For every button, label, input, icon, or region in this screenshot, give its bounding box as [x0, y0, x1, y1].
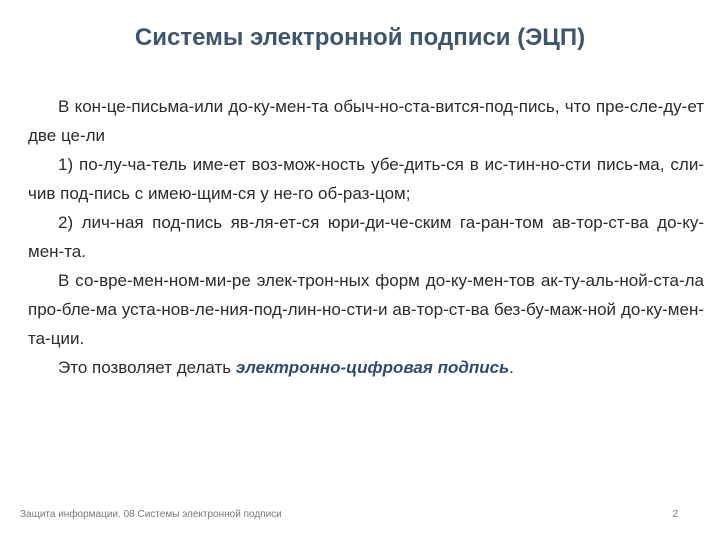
conclusion-emphasis: электронно-цифровая подпись [235, 358, 510, 377]
slide-title: Системы электронной подписи (ЭЦП) [134, 24, 586, 51]
paragraph-point-1: 1) по-лу-ча-тель име-ет воз-мож-ность убе-дить-ся в ис-тин-но-сти пись-ма, сли-чив под-пись с имею-щим-ся у не-го об-раз-цом; [28, 155, 704, 203]
paragraph-point-2: 2) лич-ная под-пись яв-ля-ет-ся юри-ди-че-ским га-ран-том ав-тор-ст-ва до-ку-мен-та. [28, 213, 704, 261]
page-number: 2 [672, 509, 678, 520]
footer-caption: Защита информации. 08 Системы электронной подписи [20, 509, 282, 520]
paragraph-modern: В со-вре-мен-ном-ми-ре элек-трон-ных форм до-ку-мен-тов ак-ту-аль-ной-ста-ла про-бле-ма уста-нов-ле-ния-под-лин-но-сти-и ав-тор-ст-ва без-бу-маж-ной до-ку-мен-та-ции. [28, 271, 704, 348]
paragraph-conclusion [28, 353, 704, 382]
paragraph-intro: В кон-це-письма-или до-ку-мен-та обыч-но-ста-вится-под-пись, что пре-сле-ду-ет две це-ли [28, 97, 704, 145]
slide-body [28, 92, 704, 382]
conclusion-prefix: Это позволяет делать [58, 358, 236, 377]
conclusion-suffix: . [509, 358, 514, 377]
